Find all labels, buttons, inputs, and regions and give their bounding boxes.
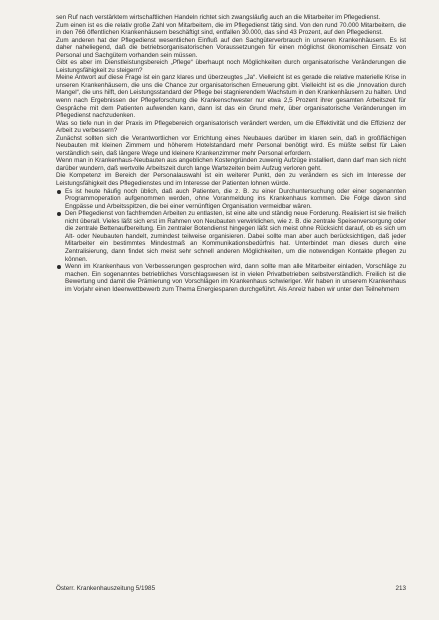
paragraph: Meine Antwort auf diese Frage ist ein ganz klares und überzeugtes „Ja“. Vielleicht ist es gerade die relative materielle Krise in unseren Krankenhäusern, die uns die Chance zur organisatorischen Erneuerung gibt. Vielleicht ist es die „Innovation durch Mangel“, die uns hilft, den Leistungsstandard der Pflege bei stagnierendem Wachstum in den Krankenhäusern zu halten. Und wenn nach Ergebnissen der Pflegeforschung die Krankenschwester nur etwa 2,5 Prozent ihrer gesamten Arbeitszeit für Gespräche mit dem Patienten aufwenden kann, dann ist das ein Grund mehr, über organisatorische Veränderungen im Pflegedienst nachzudenken.	[56, 74, 406, 120]
page-number: 213	[395, 585, 406, 592]
bullet-item: Es ist heute häufig noch üblich, daß auch Patienten, die z. B. zu einer Durchuntersuchung oder einer sogenannten Programmoperation aufgenommen werden, ohne Voranmeldung ins Krankenhaus kommen. Die Folge davon sind Engpässe und Arbeitsspitzen, die bei einer vernünftigen Organisation vermeidbar wären.	[56, 188, 406, 211]
paragraph: Zum einen ist es die relativ große Zahl von Mitarbeitern, die im Pflegedienst tätig sind. Von den rund 70.000 Mitarbeitern, die in den 766 öffentlichen Krankenhäusern beschäftigt sind, entfallen 30.000, das sind 43 Prozent, auf den Pflegedienst.	[56, 21, 406, 37]
paragraph: Gibt es aber im Dienstleistungsbereich „Pflege“ überhaupt noch Möglichkeiten durch organisatorische Veränderungen die Leistungsfähigkeit zu steigern?	[56, 59, 406, 74]
article-body	[56, 14, 406, 293]
bullet-item: Wenn im Krankenhaus von Verbesserungen gesprochen wird, dann sollte man alle Mitarbeiter einladen, Vorschläge zu machen. Ein sogenanntes betriebliches Vorschlagswesen ist in vielen Privatbetrieben selbstverständlich. Freilich ist die Bewertung und damit die Prämierung von Vorschlägen im Krankenhaus schwieriger. Wir haben in unserem Krankenhaus im Vorjahr einen Ideenwettbewerb zum Thema Energiesparen durchgeführt. Als Anreiz haben wir unter den Teilnehmern	[56, 263, 406, 293]
paragraph: Was so tiefe nun in der Praxis im Pflegebereich organisatorisch verändert werden, um die Effektivität und die Effizienz der Arbeit zu verbessern?	[56, 119, 406, 135]
paragraph: sen Ruf nach verstärktem wirtschaftlichen Handeln richtet sich zwangsläufig auch an die Mitarbeiter im Pflegedienst.	[56, 14, 381, 21]
bullet-item: Den Pflegedienst von fachfremden Arbeiten zu entlasten, ist eine alte und ständig neue Forderung. Realisiert ist sie freilich nicht überall. Vieles läßt sich erst im Rahmen von Neubauten verwirklichen, wie z. B. die zentrale Speisenversorgung oder die zentrale Bettenaufbereitung. Ein zentraler Botendienst hingegen läßt sich meist ohne Rücksicht darauf, ob es sich um Alt- oder Neubauten handelt, zumindest teilweise organisieren. Dabei sollte man aber auch berücksichtigen, daß jeder Mitarbeiter ein bestimmtes Mindestmaß an Kommunikationsbedürfnis hat. Unterbindet man dieses durch eine Zentralisierung, dann findet sich meist sehr schnell anderen Möglichkeiten, um die notwendigen Kontakte pflegen zu können.	[56, 210, 406, 263]
paragraph: Zum anderen hat der Pflegedienst wesentlichen Einfluß auf den Sachgüterverbrauch in unseren Krankenhäusern. Es ist daher naheliegend, daß die betriebsorganisatorischen Voraussetzungen für einen möglichst ökonomischen Einsatz von Personal und Sachgütern vorhanden sein müssen.	[56, 36, 406, 59]
paragraph: Wenn man in Krankenhaus-Neubauten aus angeblichen Kostengründen zuwenig Aufzüge installiert, dann darf man sich nicht darüber wundern, daß wertvolle Arbeitszeit durch lange Wartezeiten beim Aufzug verloren geht.	[56, 157, 406, 172]
paragraph: Die Kompetenz im Bereich der Personalauswahl ist ein weiterer Punkt, den zu verändern es sich im Interesse der Leistungsfähigkeit des Pflegedienstes und im Interesse der Patienten lohnen würde.	[56, 172, 406, 188]
bullet-list	[56, 188, 406, 294]
journal-citation: Österr. Krankenhauszeitung 5/1985	[56, 585, 156, 592]
paragraph: Zunächst sollten sich die Verantwortlichen vor Errichtung eines Neubaues darüber im klaren sein, daß in großflächigen Neubauten mit kleinen Zimmern und höherem Hotelstandard mehr Personal benötigt wird. Es müßte selbst für Laien verständlich sein, daß längere Wege und kleinere Krankenzimmer mehr Personal erfordern.	[56, 134, 406, 157]
